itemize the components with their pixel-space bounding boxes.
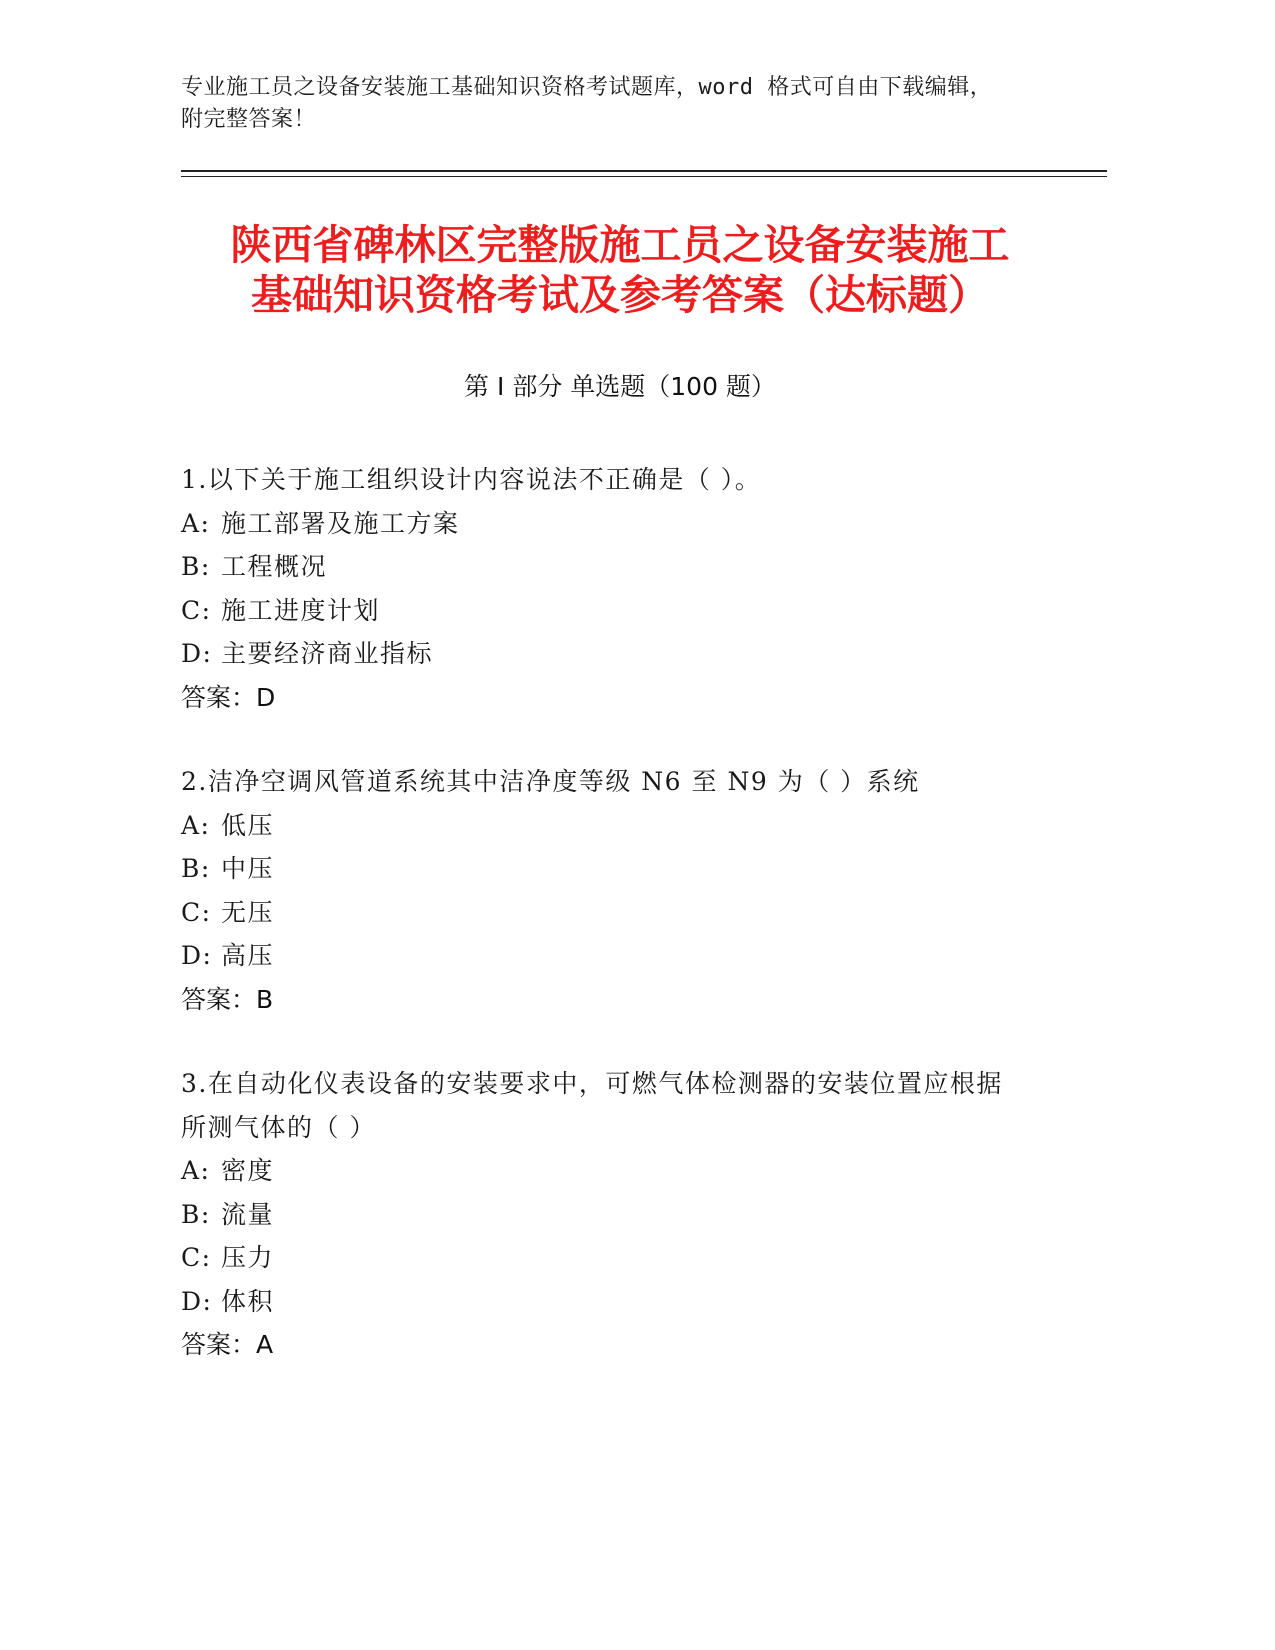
option-letter: D: xyxy=(181,639,213,668)
question-stem: 3.在自动化仪表设备的安装要求中，可燃气体检测器的安装位置应根据所测气体的（ ） xyxy=(181,1069,1003,1142)
option-letter: C: xyxy=(181,897,212,927)
option-text: 无压 xyxy=(221,897,275,927)
header-line-1: 专业施工员之设备安装施工基础知识资格考试题库，word 格式可自由下载编辑， xyxy=(181,75,993,100)
option-c xyxy=(181,1236,1081,1280)
option-a xyxy=(181,502,1081,546)
section-heading: 第 I 部分 单选题（100 题） xyxy=(464,372,776,401)
title-line-1: 陕西省碑林区完整版施工员之设备安装施工 xyxy=(230,221,1010,269)
answer-line: 答案：B xyxy=(181,984,274,1014)
document-title xyxy=(180,220,1060,320)
option-b xyxy=(181,545,1081,589)
header-line-2: 附完整答案！ xyxy=(181,107,317,132)
option-b xyxy=(181,1193,1081,1237)
option-d xyxy=(181,1280,1081,1324)
option-letter: B: xyxy=(181,1199,211,1229)
option-d xyxy=(181,632,1081,676)
option-b xyxy=(181,847,1081,891)
option-text: 中压 xyxy=(221,854,275,883)
option-letter: D: xyxy=(181,1286,213,1316)
option-letter: C: xyxy=(181,595,212,625)
option-text: 高压 xyxy=(221,941,275,970)
option-a xyxy=(181,804,1081,848)
question-2 xyxy=(181,760,1081,1021)
header-divider-thick xyxy=(181,170,1107,172)
option-text: 体积 xyxy=(221,1286,275,1316)
answer-line: 答案：D xyxy=(181,682,276,712)
option-text: 流量 xyxy=(221,1199,275,1229)
question-list xyxy=(181,458,1081,1408)
question-1 xyxy=(181,458,1081,719)
option-letter: B: xyxy=(181,552,211,581)
option-text: 密度 xyxy=(221,1156,275,1185)
option-d xyxy=(181,934,1081,978)
option-c xyxy=(181,891,1081,935)
option-letter: A: xyxy=(181,1156,211,1185)
option-text: 主要经济商业指标 xyxy=(221,639,434,668)
option-text: 低压 xyxy=(221,810,275,840)
option-text: 压力 xyxy=(221,1243,275,1272)
question-stem: 1.以下关于施工组织设计内容说法不正确是（ ）。 xyxy=(181,465,762,494)
option-text: 施工进度计划 xyxy=(221,595,381,625)
option-text: 施工部署及施工方案 xyxy=(221,508,460,538)
option-letter: C: xyxy=(181,1243,212,1272)
header-divider-thin xyxy=(181,176,1107,177)
title-line-2: 基础知识资格考试及参考答案（达标题） xyxy=(251,271,989,319)
option-letter: D: xyxy=(181,941,213,970)
document-header xyxy=(181,72,1061,136)
question-3 xyxy=(181,1062,1081,1367)
question-stem: 2.洁净空调风管道系统其中洁净度等级 N6 至 N9 为（ ）系统 xyxy=(181,767,920,796)
option-text: 工程概况 xyxy=(221,552,328,581)
option-c xyxy=(181,589,1081,633)
option-letter: B: xyxy=(181,854,211,883)
answer-line: 答案：A xyxy=(181,1330,274,1359)
option-a xyxy=(181,1149,1081,1193)
option-letter: A: xyxy=(181,508,211,538)
option-letter: A: xyxy=(181,810,211,840)
